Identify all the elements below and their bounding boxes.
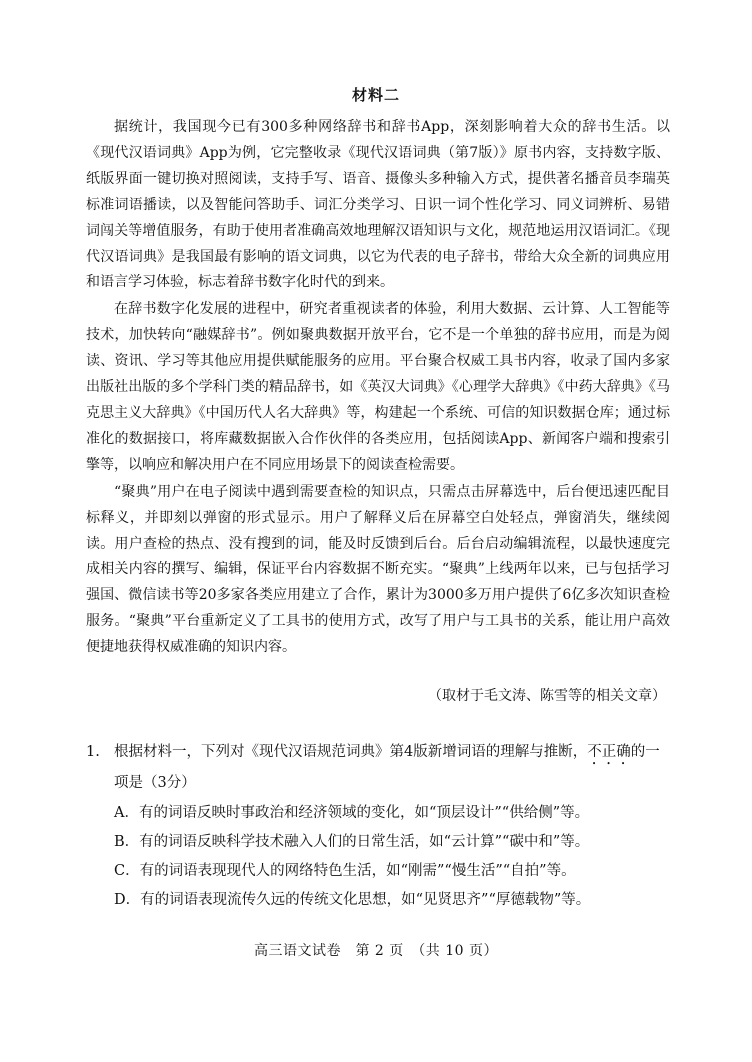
question-stem-text: 根据材料一，下列对《现代汉语规范词典》第4版新增词语的理解与推断， bbox=[114, 744, 588, 760]
option-b: B．有的词语反映科学技术融入人们的日常生活，如“云计算”“碳中和”等。 bbox=[114, 834, 590, 850]
emphasis-not-correct: 不正确 bbox=[587, 744, 631, 760]
option-d: D．有的词语表现流传久远的传统文化思想，如“见贤思齐”“厚德载物”等。 bbox=[114, 892, 591, 908]
question-stem bbox=[86, 737, 670, 798]
paragraph-3: “聚典”用户在电子阅读中遇到需要查检的知识点，只需点击屏幕选中，后台便迅速匹配目标释义，并即刻以弹窗的形式显示。用户了解释义后在屏幕空白处轻点，弹窗消失，继续阅读。用户查检的热点、没有搜到的词，能及时反馈到后台。后台启动编辑流程，以最快速度完成相关内容的撰写、编辑，保证平台内容数据不断充实。“聚典”上线两年以来，已与包括学习强国、微信读书等20多家各类应用建立了合作，累计为3000多万用户提供了6亿多次知识查检服务。“聚典”平台重新定义了工具书的使用方式，改写了用户与工具书的关系，能让用户高效便捷地获得权威准确的知识内容。 bbox=[86, 483, 670, 656]
question-number: 1. bbox=[86, 744, 100, 760]
page-footer: 高三语文试卷 第 2 页 （共 10 页） bbox=[253, 943, 499, 959]
source-citation: （取材于毛文涛、陈雪等的相关文章） bbox=[428, 688, 666, 704]
paragraph-1: 据统计，我国现今已有300多种网络辞书和辞书App，深刻影响着大众的辞书生活。以《现代汉语词典》App为例，它完整收录《现代汉语词典（第7版）》原书内容，支持数字版、纸版界面一键切换对照阅读，支持手写、语音、摄像头多种输入方式，提供著名播音员李瑞英标准词语播读，以及智能问答助手、词汇分类学习、日识一词个性化学习、同义词辨析、易错词闯关等增值服务，有助于使用者准确高效地理解汉语知识与文化，规范地运用汉语词汇。《现代汉语词典》是我国最有影响的语文词典，以它为代表的电子辞书，带给大众全新的词典应用和语言学习体验，标志着辞书数字化时代的到来。 bbox=[86, 119, 670, 291]
paragraph-2: 在辞书数字化发展的进程中，研究者重视读者的体验，利用大数据、云计算、人工智能等技术，加快转向“融媒辞书”。例如聚典数据开放平台，它不是一个单独的辞书应用，而是为阅读、资讯、学习等其他应用提供赋能服务的应用。平台聚合权威工具书内容，收录了国内多家出版社出版的多个学科门类的精品辞书，如《英汉大词典》《心理学大辞典》《中药大辞典》《马克思主义大辞典》《中国历代人名大辞典》等，构建起一个系统、可信的知识数据仓库；通过标准化的数据接口，将库藏数据嵌入合作伙伴的各类应用，包括阅读App、新闻客户端和搜索引擎等，以响应和解决用户在不同应用场景下的阅读查检需要。 bbox=[86, 301, 670, 473]
material-heading: 材料二 bbox=[351, 86, 400, 104]
question-stem-tail: 的一项是（3分） bbox=[114, 744, 660, 791]
material-body bbox=[86, 115, 670, 661]
option-a: A．有的词语反映时事政治和经济领域的变化，如“顶层设计”“供给侧”等。 bbox=[114, 805, 590, 821]
option-c: C．有的词语表现现代人的网络特色生活，如“刚需”“慢生活”“自拍”等。 bbox=[114, 863, 576, 879]
